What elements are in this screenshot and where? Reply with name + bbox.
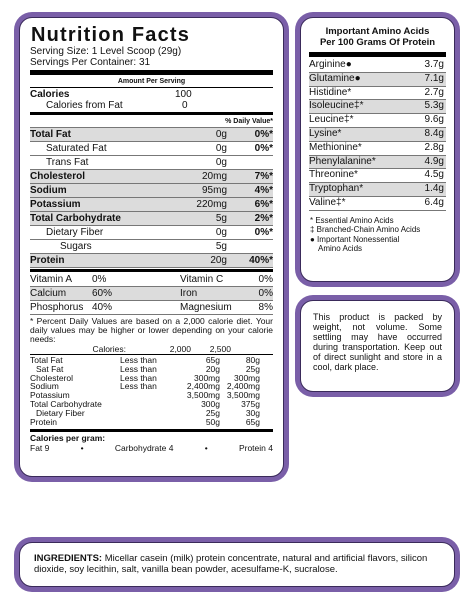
amino-acid-value: 1.4g: [424, 183, 444, 195]
amino-acid-value: 9.6g: [424, 114, 444, 126]
divider-thick: [309, 52, 446, 57]
amino-acid-label: Isoleucine‡*: [309, 100, 364, 112]
amino-acid-row: [309, 169, 446, 183]
nutrient-label: Sodium: [30, 185, 67, 196]
nutrient-label: Cholesterol: [30, 171, 86, 182]
calories-row: [30, 89, 273, 100]
nutrient-label: Protein: [30, 255, 65, 266]
dv-reference-label: Sodium: [30, 381, 59, 392]
nutrient-row: [30, 170, 273, 184]
storage-notice-text: This product is packed by weight, not volume. Some settling may have occurred during transportation. Keep out of direct sunlight and store in a cool, dark place.: [313, 312, 442, 372]
nutrient-quantity: 95mg: [201, 185, 227, 196]
amino-acid-label: Phenylalanine*: [309, 155, 376, 167]
amino-acid-row: [309, 100, 446, 114]
vitamin-value: 0%: [258, 288, 273, 299]
amino-acid-value: 6.4g: [424, 196, 444, 208]
dv-reference-c2000: 65g: [205, 355, 220, 365]
nutrient-quantity: 0g: [215, 227, 227, 238]
nutrient-row: [30, 156, 273, 170]
nutrient-quantity: 20g: [210, 255, 227, 266]
dv-reference-c2000: 20g: [205, 363, 220, 374]
nutrient-daily-value: 7%*: [254, 171, 273, 182]
legend-nonessential: ● Important Nonessential: [310, 234, 400, 244]
amino-acid-label: Arginine●: [309, 59, 352, 70]
amino-acid-value: 3.7g: [424, 59, 444, 70]
amino-acid-row: [309, 197, 446, 211]
nutrient-label: Total Carbohydrate: [30, 213, 121, 224]
nutrient-daily-value: 2%*: [254, 213, 273, 224]
dv-reference-label: Sat Fat: [36, 363, 64, 374]
nutrient-label: Trans Fat: [46, 157, 89, 168]
nutrient-label: Total Fat: [30, 129, 71, 140]
amino-acid-label: Glutamine●: [309, 72, 361, 84]
amino-acid-label: Histidine*: [309, 86, 352, 98]
dv-reference-label: Protein: [30, 416, 57, 427]
amount-per-serving: Amount Per Serving: [117, 78, 186, 85]
ingredients-label: INGREDIENTS:: [34, 553, 103, 564]
daily-value-reference-table: [30, 356, 273, 426]
nutrient-quantity: 20mg: [201, 171, 227, 182]
amino-acid-row: [309, 73, 446, 87]
dv-reference-cmp: [120, 400, 180, 409]
cpg-protein: Protein 4: [238, 443, 273, 454]
amino-acid-value: 2.8g: [424, 141, 444, 153]
amino-acid-row: [309, 128, 446, 142]
amino-acid-value: 8.4g: [424, 127, 444, 139]
ingredients-list: Micellar casein (milk) protein concentrate, natural and artificial flavors, silicon dioxide, soy lecithin, salt, vanilla bean powder, acesulfame-K, sucralose.: [34, 553, 428, 575]
nutrient-daily-value: 0%*: [254, 227, 273, 238]
dv-reference-cmp: [120, 409, 180, 418]
calorie-columns-header: [30, 344, 273, 354]
vitamin-label: Iron: [180, 288, 198, 299]
vitamin-label: Vitamin A: [30, 274, 73, 285]
amino-acid-row: [309, 156, 446, 170]
ingredients-text: [34, 553, 440, 575]
daily-value-footnote: * Percent Daily Values are based on a 2,000 calorie diet. Your daily values may be higher or lower depending on your calorie needs:: [30, 316, 273, 344]
nutrient-row: [30, 254, 273, 268]
calories-value: 100: [175, 89, 192, 100]
amino-acid-label: Valine‡*: [309, 196, 346, 208]
nutrient-quantity: 0g: [215, 157, 227, 168]
nutrient-label: Sugars: [60, 241, 92, 252]
calories-per-gram-row: [30, 443, 273, 453]
divider-mid: [30, 429, 273, 432]
amino-acid-label: Tryptophan*: [309, 183, 364, 195]
nutrient-daily-value: 0%*: [254, 143, 273, 154]
dv-reference-c2000: 300g: [201, 398, 220, 409]
nutrient-row: [30, 142, 273, 156]
dv-reference-c2500: 80g: [245, 355, 260, 365]
vitamin-row: [30, 301, 273, 315]
dv-reference-c2000: 3,500mg: [186, 390, 220, 401]
calories-col-2500: 2,500: [209, 344, 231, 354]
dv-reference-c2500: 2,400mg: [226, 381, 260, 392]
daily-value-header: % Daily Value*: [30, 116, 273, 128]
nutrient-row: [30, 240, 273, 254]
dv-reference-cmp: Less than: [120, 372, 157, 383]
amino-acid-row: [309, 114, 446, 128]
nutrient-table: [30, 128, 273, 268]
vitamin-label: Phosphorus: [30, 302, 84, 313]
nutrient-quantity: 5g: [215, 241, 227, 252]
calories-per-gram-title: Calories per gram:: [30, 433, 106, 444]
servings-per-container: Servings Per Container: 31: [30, 57, 151, 68]
vitamin-mineral-table: [30, 273, 273, 315]
nutrient-label: Dietary Fiber: [46, 227, 104, 238]
nutrient-daily-value: 40%*: [249, 255, 273, 266]
dv-reference-label: Potassium: [30, 390, 70, 401]
amino-acid-value: 5.3g: [424, 100, 444, 112]
vitamin-value: 40%: [92, 302, 113, 313]
calories-from-fat-label: Calories from Fat: [46, 100, 123, 111]
cpg-separator: •: [204, 443, 208, 454]
dv-reference-label: Dietary Fiber: [36, 407, 85, 418]
amino-acid-value: 2.7g: [424, 86, 444, 98]
vitamin-value: 60%: [92, 288, 113, 299]
vitamin-value: 8%: [258, 302, 273, 313]
nutrient-daily-value: [227, 156, 273, 169]
calories-label: Calories: [30, 89, 70, 100]
legend-essential: * Essential Amino Acids: [310, 215, 394, 225]
dv-reference-label: Total Carbohydrate: [30, 398, 102, 409]
amino-legend: [309, 216, 446, 254]
dv-reference-cmp: Less than: [120, 363, 157, 374]
dv-reference-c2500: 30g: [245, 407, 260, 418]
dv-reference-c2000: 2,400mg: [186, 381, 220, 392]
nutrient-label: Saturated Fat: [46, 143, 107, 154]
dv-reference-cmp: Less than: [120, 355, 157, 365]
nutrient-quantity: 0g: [215, 143, 227, 154]
amino-acid-label: Methionine*: [309, 141, 362, 153]
nutrient-label: Potassium: [30, 199, 81, 210]
divider-thick: [30, 70, 273, 75]
amino-acid-label: Leucine‡*: [309, 114, 354, 126]
dv-reference-c2000: 50g: [205, 416, 220, 427]
nutrient-quantity: 0g: [215, 129, 227, 140]
legend-nonessential-cont: Amino Acids: [318, 243, 363, 253]
amino-acids-title-line2: Per 100 Grams Of Protein: [319, 37, 436, 48]
amino-acid-label: Lysine*: [309, 127, 342, 139]
dv-reference-c2500: 375g: [241, 398, 260, 409]
divider-mid: [30, 269, 273, 272]
amino-acids-panel: [295, 12, 460, 287]
nutrient-row: [30, 212, 273, 226]
dv-reference-c2500: 300mg: [234, 372, 260, 383]
storage-notice-panel: [295, 295, 460, 397]
vitamin-label: Magnesium: [180, 302, 232, 313]
nutrient-row: [30, 128, 273, 142]
nutrient-quantity: 5g: [215, 213, 227, 224]
nutrient-quantity: 220mg: [196, 199, 227, 210]
nutrient-row: [30, 226, 273, 240]
serving-size: Serving Size: 1 Level Scoop (29g): [30, 46, 182, 57]
calories-from-fat-value: 0: [182, 100, 188, 111]
dv-reference-cmp: [120, 418, 180, 427]
amino-acid-row: [309, 59, 446, 73]
vitamin-row: [30, 273, 273, 287]
nutrient-daily-value: 4%*: [254, 185, 273, 196]
calories-from-fat-row: [30, 100, 273, 111]
ingredients-panel: [14, 537, 460, 592]
vitamin-label: Vitamin C: [180, 274, 224, 285]
cpg-carbohydrate: Carbohydrate 4: [114, 443, 174, 454]
nutrient-daily-value: [227, 240, 273, 253]
dv-reference-c2500: 65g: [245, 416, 260, 427]
cpg-separator: •: [80, 443, 84, 454]
amino-acid-row: [309, 142, 446, 156]
nutrient-row: [30, 198, 273, 212]
dv-reference-cmp: [120, 391, 180, 400]
dv-reference-cmp: Less than: [120, 381, 157, 392]
dv-reference-c2500: 3,500mg: [226, 390, 260, 401]
amino-acid-value: 7.1g: [424, 72, 444, 84]
amino-acid-value: 4.5g: [424, 169, 444, 181]
vitamin-row: [30, 287, 273, 301]
calories-col-label: Calories:: [92, 344, 126, 354]
nutrient-daily-value: 0%*: [254, 129, 273, 140]
nutrient-row: [30, 184, 273, 198]
nutrition-facts-panel: [14, 12, 289, 482]
dv-reference-label: Cholesterol: [30, 372, 73, 383]
dv-reference-c2000: 25g: [205, 407, 220, 418]
dv-reference-c2500: 25g: [245, 363, 260, 374]
vitamin-label: Calcium: [30, 288, 67, 299]
amino-acids-table: [309, 59, 446, 211]
legend-branched-chain: ‡ Branched-Chain Amino Acids: [310, 225, 421, 235]
vitamin-value: 0%: [258, 274, 273, 285]
amino-acid-label: Threonine*: [309, 169, 358, 181]
nutrient-daily-value: 6%*: [254, 199, 273, 210]
amino-acid-value: 4.9g: [424, 155, 444, 167]
calories-col-2000: 2,000: [169, 344, 191, 354]
amino-acids-title-line1: Important Amino Acids: [325, 26, 430, 37]
nutrition-facts-title: Nutrition Facts: [31, 24, 191, 46]
divider-mid: [30, 112, 273, 115]
cpg-fat: Fat 9: [30, 443, 50, 454]
amino-acid-row: [309, 87, 446, 101]
dv-reference-c2000: 300mg: [194, 372, 220, 383]
amino-acid-row: [309, 183, 446, 197]
dv-reference-label: Total Fat: [30, 355, 63, 365]
vitamin-value: 0%: [92, 274, 107, 285]
